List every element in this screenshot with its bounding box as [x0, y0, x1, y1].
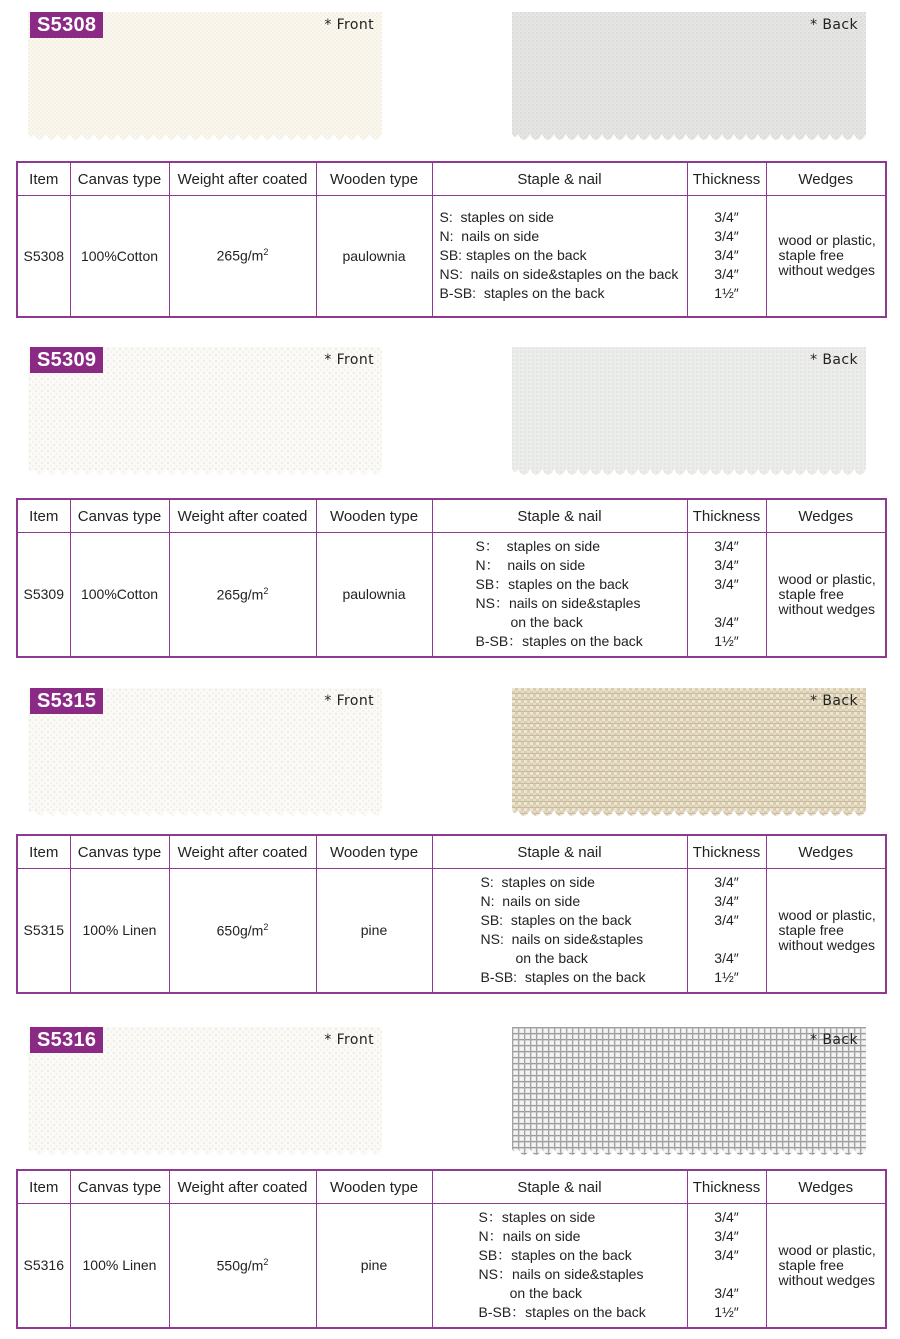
staple-line: SB：staples on the back [475, 576, 629, 593]
staple-line: S：staples on side [478, 1209, 596, 1226]
staple-line: N： nails on side [475, 557, 586, 574]
back-label: * Back [810, 352, 858, 368]
staple-line: S: staples on side [480, 874, 595, 891]
thickness-line [688, 594, 766, 613]
weight-value: 550g/m [216, 1257, 264, 1274]
header-wooden-type: Wooden type [316, 499, 432, 533]
header-thickness: Thickness [687, 1170, 766, 1204]
spec-table [16, 161, 887, 318]
table-row [17, 1204, 886, 1328]
product-code-badge: S5316 [30, 1027, 103, 1053]
cell-canvas-type: 100% Linen [70, 869, 169, 993]
cell-staple [432, 533, 687, 657]
back-label: * Back [810, 17, 858, 33]
table-header-row [17, 162, 886, 196]
staple-line: B-SB：staples on the back [478, 1304, 646, 1321]
staple-line: B-SB: staples on the back [439, 285, 605, 302]
staple-line: SB：staples on the back [478, 1247, 632, 1264]
weight-unit-sup: 2 [263, 247, 269, 258]
wedges-line: without wedges [778, 600, 876, 617]
front-label: * Front [324, 17, 374, 33]
staple-line: NS：nails on side&staples [478, 1266, 644, 1283]
header-weight: Weight after coated [169, 835, 316, 869]
header-weight: Weight after coated [169, 162, 316, 196]
product-code-badge: S5315 [30, 688, 103, 714]
staple-line: S: staples on side [439, 209, 554, 226]
front-label: * Front [324, 352, 374, 368]
table-row [17, 869, 886, 993]
staple-line: SB: staples on the back [480, 912, 632, 929]
staple-line: S： staples on side [475, 538, 601, 555]
thickness-line: 3/4″ [714, 1285, 739, 1302]
thickness-line: 3/4″ [714, 576, 739, 593]
wedges-line: staple free [778, 585, 844, 602]
cell-canvas-type: 100% Linen [70, 1204, 169, 1328]
wedges-line: wood or plastic, [778, 232, 876, 249]
header-weight: Weight after coated [169, 499, 316, 533]
cell-thickness [687, 533, 766, 657]
header-wedges: Wedges [766, 162, 886, 196]
cell-wedges [766, 196, 886, 317]
spec-table [16, 834, 887, 994]
header-thickness: Thickness [687, 162, 766, 196]
staple-line: on the back [475, 614, 583, 631]
staple-line: SB: staples on the back [439, 247, 587, 264]
cell-thickness [687, 869, 766, 993]
table-row [17, 533, 886, 657]
back-label: * Back [810, 1032, 858, 1048]
staple-line: NS: nails on side&staples [480, 931, 644, 948]
thickness-line [688, 1265, 766, 1284]
thickness-line: 3/4″ [714, 228, 739, 245]
header-wedges: Wedges [766, 1170, 886, 1204]
thickness-line: 3/4″ [714, 912, 739, 929]
thickness-line: 3/4″ [714, 1209, 739, 1226]
cell-wedges [766, 1204, 886, 1328]
cell-wedges [766, 533, 886, 657]
wedges-line: wood or plastic, [778, 906, 876, 923]
weight-unit-sup: 2 [263, 585, 269, 596]
header-staple: Staple & nail [432, 162, 687, 196]
table-header-row [17, 835, 886, 869]
wedges-line: wood or plastic, [778, 1241, 876, 1258]
cell-canvas-type: 100%Cotton [70, 533, 169, 657]
weight-value: 650g/m [216, 922, 264, 939]
header-canvas-type: Canvas type [70, 162, 169, 196]
cell-item: S5308 [17, 196, 70, 317]
weight-value: 265g/m [216, 248, 264, 265]
staple-line: NS: nails on side&staples on the back [439, 266, 679, 283]
thickness-line: 3/4″ [714, 266, 739, 283]
header-thickness: Thickness [687, 499, 766, 533]
thickness-line: 1½″ [714, 285, 739, 302]
staple-line: N: nails on side [439, 228, 540, 245]
thickness-line: 3/4″ [714, 209, 739, 226]
thickness-line: 3/4″ [714, 893, 739, 910]
weight-value: 265g/m [216, 586, 264, 603]
thickness-line: 1½″ [714, 969, 739, 986]
cell-thickness [687, 196, 766, 317]
cell-weight [169, 1204, 316, 1328]
wedges-line: without wedges [778, 262, 876, 279]
cell-staple [432, 1204, 687, 1328]
cell-canvas-type: 100%Cotton [70, 196, 169, 317]
header-wedges: Wedges [766, 499, 886, 533]
cell-wooden-type: paulownia [316, 533, 432, 657]
header-item: Item [17, 499, 70, 533]
thickness-line: 1½″ [714, 633, 739, 650]
cell-staple [432, 869, 687, 993]
cell-staple [432, 196, 687, 317]
cell-wooden-type: paulownia [316, 196, 432, 317]
cell-item: S5309 [17, 533, 70, 657]
thickness-line: 3/4″ [714, 950, 739, 967]
cell-weight [169, 196, 316, 317]
product-code-badge: S5309 [30, 347, 103, 373]
wedges-line: staple free [778, 247, 844, 264]
staple-line: on the back [480, 950, 588, 967]
staple-line: N: nails on side [480, 893, 581, 910]
cell-weight [169, 869, 316, 993]
thickness-line [688, 930, 766, 949]
weight-unit-sup: 2 [263, 1256, 269, 1267]
cell-item: S5316 [17, 1204, 70, 1328]
staple-line: B-SB: staples on the back [480, 969, 646, 986]
header-thickness: Thickness [687, 835, 766, 869]
spec-table [16, 1169, 887, 1329]
wedges-line: without wedges [778, 1271, 876, 1288]
staple-line: N：nails on side [478, 1228, 581, 1245]
back-swatch [512, 12, 866, 144]
back-label: * Back [810, 693, 858, 709]
thickness-line: 3/4″ [714, 557, 739, 574]
header-canvas-type: Canvas type [70, 499, 169, 533]
header-wooden-type: Wooden type [316, 835, 432, 869]
staple-line: NS：nails on side&staples [475, 595, 641, 612]
thickness-line: 3/4″ [714, 538, 739, 555]
wedges-line: wood or plastic, [778, 570, 876, 587]
back-swatch [512, 347, 866, 479]
front-label: * Front [324, 693, 374, 709]
thickness-line: 3/4″ [714, 1247, 739, 1264]
cell-wooden-type: pine [316, 1204, 432, 1328]
spec-table [16, 498, 887, 658]
header-wooden-type: Wooden type [316, 1170, 432, 1204]
front-label: * Front [324, 1032, 374, 1048]
thickness-line: 1½″ [714, 1304, 739, 1321]
cell-thickness [687, 1204, 766, 1328]
header-item: Item [17, 835, 70, 869]
header-staple: Staple & nail [432, 835, 687, 869]
thickness-line: 3/4″ [714, 874, 739, 891]
header-item: Item [17, 162, 70, 196]
product-code-badge: S5308 [30, 12, 103, 38]
table-header-row [17, 1170, 886, 1204]
thickness-line: 3/4″ [714, 614, 739, 631]
table-row [17, 196, 886, 317]
back-swatch [512, 1027, 866, 1159]
header-item: Item [17, 1170, 70, 1204]
staple-line: B-SB：staples on the back [475, 633, 643, 650]
header-canvas-type: Canvas type [70, 1170, 169, 1204]
header-staple: Staple & nail [432, 499, 687, 533]
cell-item: S5315 [17, 869, 70, 993]
header-canvas-type: Canvas type [70, 835, 169, 869]
header-staple: Staple & nail [432, 1170, 687, 1204]
thickness-line: 3/4″ [714, 247, 739, 264]
wedges-line: staple free [778, 1256, 844, 1273]
header-wedges: Wedges [766, 835, 886, 869]
header-wooden-type: Wooden type [316, 162, 432, 196]
cell-weight [169, 533, 316, 657]
header-weight: Weight after coated [169, 1170, 316, 1204]
thickness-line: 3/4″ [714, 1228, 739, 1245]
cell-wedges [766, 869, 886, 993]
back-swatch [512, 688, 866, 820]
table-header-row [17, 499, 886, 533]
cell-wooden-type: pine [316, 869, 432, 993]
wedges-line: staple free [778, 921, 844, 938]
staple-line: on the back [478, 1285, 583, 1302]
wedges-line: without wedges [778, 936, 876, 953]
weight-unit-sup: 2 [263, 921, 269, 932]
